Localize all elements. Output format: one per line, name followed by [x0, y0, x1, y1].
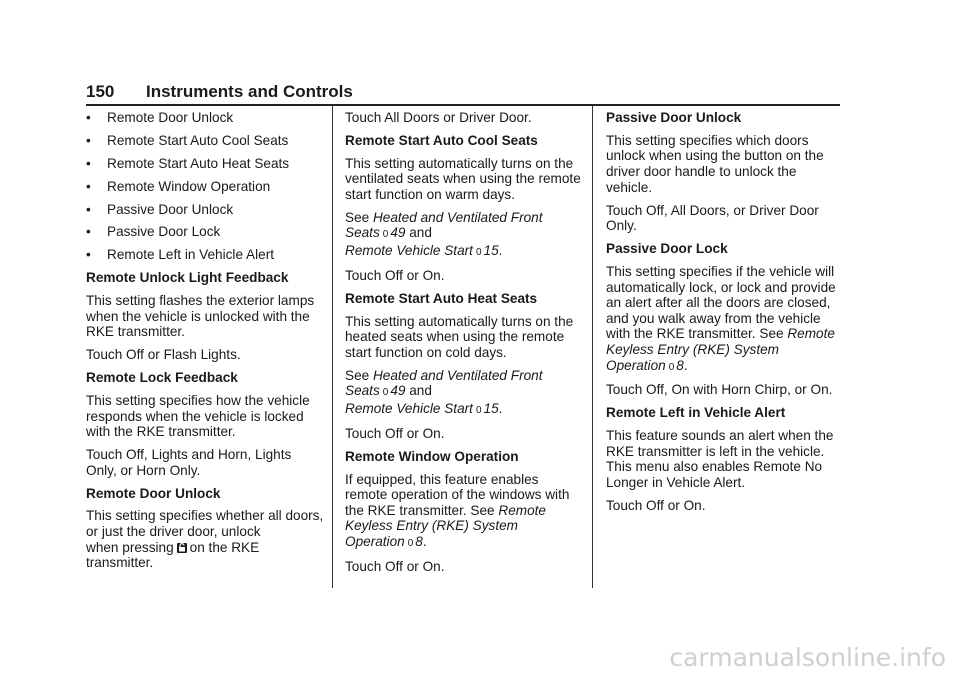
- section-heading: Passive Door Unlock: [606, 110, 742, 125]
- section-heading: Remote Start Auto Cool Seats: [345, 132, 538, 148]
- page-ref[interactable]: 15: [483, 400, 499, 416]
- list-item: • Remote Window Operation: [86, 178, 271, 194]
- paragraph: Touch Off, All Doors, or Driver Door Only.: [606, 202, 819, 234]
- paragraph: This feature sounds an alert when the RKE transmitter is left in the vehicle. This menu also enables Remote No Longer in Vehicle Alert.: [606, 428, 834, 490]
- paragraph: This setting automatically turns on the heated seats when using the remote start function on cold days.: [345, 313, 574, 360]
- page-ref-icon: 0: [382, 387, 389, 399]
- list-item: • Remote Start Auto Heat Seats: [86, 155, 290, 171]
- paragraph: If equipped, this feature enables remote operation of the windows with the RKE transmitter. See Remote Keyless Entry (RKE) System Operation 0 8.: [345, 471, 570, 550]
- section-title: Instruments and Controls: [146, 82, 353, 101]
- cross-reference: See Heated and Ventilated Front Seats 0 49 and Remote Vehicle Start 0 15.: [345, 367, 543, 416]
- page-ref-icon: 0: [407, 538, 414, 550]
- page-ref[interactable]: 49: [390, 225, 406, 241]
- list-item: • Passive Door Lock: [86, 224, 221, 240]
- page-ref[interactable]: 49: [390, 383, 406, 399]
- page-ref-icon: 0: [668, 361, 675, 373]
- section-heading: Remote Start Auto Heat Seats: [345, 290, 538, 306]
- paragraph: Touch Off, On with Horn Chirp, or On.: [606, 382, 833, 398]
- section-heading: Passive Door Lock: [606, 241, 728, 257]
- paragraph: This setting flashes the exterior lamps when the vehicle is unlocked with the RKE transmitter.: [86, 293, 315, 340]
- paragraph: Touch Off or On.: [345, 267, 445, 283]
- unlock-key-icon: [177, 543, 187, 553]
- page-ref[interactable]: 8: [676, 357, 684, 373]
- column-divider: [332, 106, 333, 588]
- list-item: • Remote Door Unlock: [86, 110, 234, 125]
- reference-link[interactable]: Heated and Ventilated Front Seats: [345, 209, 543, 241]
- column-3: [606, 110, 844, 521]
- page-ref[interactable]: 8: [415, 534, 423, 550]
- reference-link[interactable]: Remote Vehicle Start: [345, 243, 473, 259]
- page-ref[interactable]: 15: [483, 243, 499, 259]
- cross-reference: See Heated and Ventilated Front Seats 0 49 and Remote Vehicle Start 0 15.: [345, 209, 543, 259]
- paragraph: Touch Off, Lights and Horn, Lights Only, or Horn Only.: [86, 447, 292, 478]
- paragraph: Touch Off or Flash Lights.: [86, 347, 241, 363]
- column-1: [86, 110, 324, 578]
- page-header: [86, 82, 840, 104]
- reference-link[interactable]: Remote Vehicle Start: [345, 400, 473, 416]
- page-ref-icon: 0: [475, 404, 482, 416]
- page-ref-icon: 0: [475, 247, 482, 259]
- list-item: • Remote Left in Vehicle Alert: [86, 247, 274, 263]
- column-divider: [592, 106, 593, 588]
- reference-link[interactable]: Heated and Ventilated Front Seats: [345, 367, 543, 399]
- paragraph: This setting automatically turns on the ventilated seats when using the remote start function on warm days.: [345, 155, 581, 202]
- reference-link[interactable]: Remote Keyless Entry (RKE) System Operation: [606, 326, 835, 373]
- page-number: 150: [86, 82, 115, 101]
- section-heading: Remote Left in Vehicle Alert: [606, 405, 786, 421]
- paragraph: This setting specifies how the vehicle responds when the vehicle is locked with the RKE transmitter.: [86, 392, 310, 440]
- section-heading: Remote Window Operation: [345, 448, 519, 464]
- paragraph: This setting specifies whether all doors, or just the driver door, unlock when pressing on the RKE transmitter.: [86, 508, 324, 571]
- paragraph: This setting specifies if the vehicle will automatically lock, or lock and provide an alert after all the doors are closed, and you walk away from the vehicle with the RKE transmitter. See Remote Keyless Entry (RKE) System Operation 0 8.: [606, 263, 836, 373]
- paragraph: Touch Off or On.: [606, 497, 706, 513]
- settings-bullet-list: [86, 110, 324, 263]
- paragraph: Touch Off or On.: [345, 425, 445, 441]
- paragraph: Touch Off or On.: [345, 558, 445, 574]
- header-rule: [86, 104, 840, 106]
- reference-link[interactable]: Remote Keyless Entry (RKE) System Operation: [345, 502, 546, 550]
- paragraph: Touch All Doors or Driver Door.: [345, 110, 532, 125]
- section-heading: Remote Unlock Light Feedback: [86, 270, 289, 286]
- paragraph: This setting specifies which doors unlock when using the button on the driver door handle to unlock the vehicle.: [606, 132, 824, 195]
- list-item: • Passive Door Unlock: [86, 201, 234, 217]
- watermark: carmanualsonline.info: [669, 643, 946, 672]
- section-heading: Remote Door Unlock: [86, 485, 221, 501]
- list-item: • Remote Start Auto Cool Seats: [86, 132, 289, 148]
- section-heading: Remote Lock Feedback: [86, 370, 238, 386]
- column-2: [345, 110, 583, 582]
- page-ref-icon: 0: [382, 229, 389, 241]
